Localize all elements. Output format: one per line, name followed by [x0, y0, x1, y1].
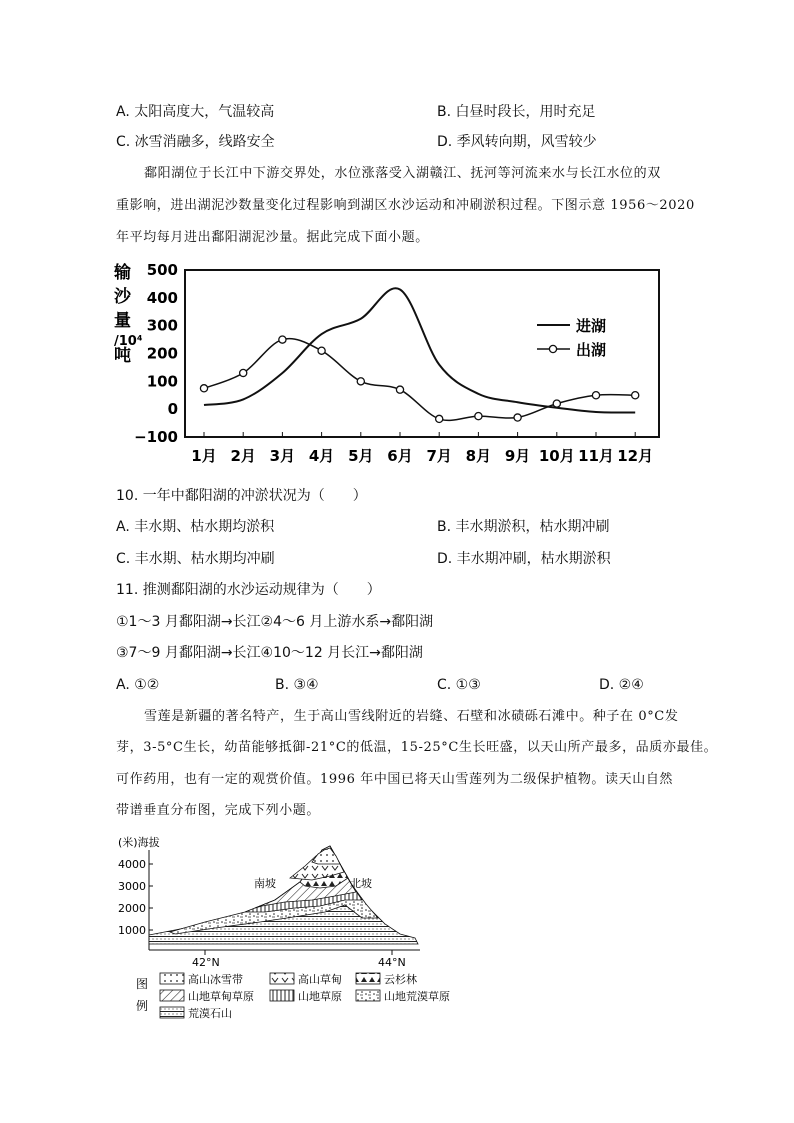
sediment-chart [110, 258, 670, 470]
q10-option-d: D. 丰水期冲刷，枯水期淤积 [437, 551, 611, 567]
legend-swatch-steppe [270, 990, 294, 1001]
q10-option-c: C. 丰水期、枯水期均冲刷 [116, 551, 275, 567]
tianshan-zone-diagram [112, 828, 482, 1023]
y-label-part: 量 [114, 311, 131, 331]
x-tick-label: 5月 [348, 447, 374, 465]
zone-alpine-ice-snow [312, 848, 340, 864]
diagram-ytick-4000: 4000 [118, 858, 146, 871]
y-label-part: 吨 [114, 346, 131, 366]
q11-option-d: D. ②④ [599, 677, 644, 693]
outflow-point [396, 386, 403, 393]
legend-outflow-marker [549, 345, 556, 352]
y-tick-label: 500 [146, 261, 178, 279]
y-label-part: /10⁴ [114, 334, 143, 349]
x-tick-label: 7月 [426, 447, 452, 465]
x-label-42n: 42°N [192, 956, 220, 969]
y-label-part: 输 [114, 263, 131, 283]
diagram-y-axis-label: (米)海拔 [118, 836, 160, 849]
legend-label-steppe: 山地草原 [298, 990, 342, 1003]
south-slope-label: 南坡 [254, 877, 276, 890]
x-tick-label: 3月 [269, 447, 296, 465]
outflow-point [632, 392, 639, 399]
diagram-ytick-3000: 3000 [118, 880, 146, 893]
outflow-point [240, 369, 247, 376]
x-tick-label: 2月 [230, 447, 256, 465]
y-tick-label: 0 [167, 400, 178, 419]
q11-option-a: A. ①② [116, 677, 160, 693]
y-tick-label: −100 [134, 428, 178, 446]
x-label-44n: 44°N [378, 956, 406, 969]
x-tick-label: 10月 [538, 447, 575, 465]
q11-stem: 11. 推测鄱阳湖的水沙运动规律为（ ） [116, 582, 381, 598]
x-tick-label: 12月 [617, 447, 654, 465]
y-label-part: 沙 [114, 287, 131, 307]
y-tick-label: 100 [146, 372, 178, 391]
x-tick-label: 11月 [578, 447, 614, 465]
y-tick-label: 300 [146, 316, 178, 335]
north-slope-label: 北坡 [350, 877, 372, 890]
legend-label-desert-rock: 荒漠石山 [188, 1007, 232, 1020]
passage2-line3: 可作药用，也有一定的观赏价值。1996 年中国已将天山雪莲列为二级保护植物。读天山自然 [116, 772, 674, 787]
passage2-line1: 雪莲是新疆的著名特产，生于高山雪线附近的岩缝、石壁和冰碛砾石滩中。种子在 0°C发 [144, 709, 679, 724]
legend-label-meadow-steppe: 山地草甸草原 [188, 990, 254, 1003]
y-tick-label: 200 [146, 344, 178, 363]
legend-swatch-alpine-meadow [270, 973, 294, 984]
q11-statements-3-4: ③7～9 月鄱阳湖→长江④10～12 月长江→鄱阳湖 [116, 645, 423, 661]
outflow-point [514, 414, 521, 421]
series-inflow-line [204, 288, 635, 412]
outflow-point [553, 400, 560, 407]
outflow-point [436, 415, 443, 422]
chart-legend [537, 317, 606, 359]
legend-inflow-label: 进湖 [576, 317, 607, 335]
outflow-point [357, 378, 364, 385]
x-tick-label: 1月 [191, 447, 217, 465]
legend-label-ice-snow: 高山冰雪带 [188, 973, 243, 986]
outflow-point [200, 385, 207, 392]
x-tick-label: 6月 [387, 447, 413, 465]
legend-swatch-spruce [356, 973, 380, 984]
q11-statements-1-2: ①1～3 月鄱阳湖→长江②4～6 月上游水系→鄱阳湖 [116, 614, 434, 630]
q11-option-c: C. ①③ [437, 677, 481, 693]
legend-outflow-label: 出湖 [576, 341, 607, 359]
legend-title-2: 例 [136, 999, 149, 1013]
legend-label-spruce: 云杉林 [384, 973, 417, 986]
legend-label-desert-steppe: 山地荒漠草原 [384, 990, 450, 1003]
legend-swatch-desert-steppe [356, 990, 380, 1001]
x-tick-label: 9月 [504, 447, 531, 465]
q9-option-b: B. 白昼时段长，用时充足 [437, 104, 596, 120]
series-outflow-line [204, 339, 635, 421]
outflow-point [592, 392, 599, 399]
x-tick-label: 4月 [308, 447, 335, 465]
legend-label-alpine-meadow: 高山草甸 [298, 973, 342, 986]
y-tick-label: 400 [146, 288, 178, 307]
diagram-ytick-2000: 2000 [118, 902, 146, 915]
legend-title-1: 图 [136, 977, 149, 991]
diagram-y-ticks [118, 858, 153, 937]
legend-swatch-ice-snow [160, 973, 184, 984]
chart-y-axis-label [113, 262, 143, 366]
q9-option-d: D. 季风转向期，风雪较少 [437, 134, 597, 150]
q10-stem: 10. 一年中鄱阳湖的冲淤状况为（ ） [116, 488, 367, 504]
q9-option-c: C. 冰雪消融多，线路安全 [116, 134, 275, 150]
passage1-line3: 年平均每月进出鄱阳湖泥沙量。据此完成下面小题。 [116, 230, 429, 245]
passage1-line1: 鄱阳湖位于长江中下游交界处，水位涨落受入湖赣江、抚河等河流来水与长江水位的双 [144, 166, 661, 181]
diagram-ytick-1000: 1000 [118, 924, 146, 937]
passage2-line2: 芽，3-5°C生长，幼苗能够抵御-21°C的低温，15-25°C生长旺盛，以天山所产最多，品质亦最佳。 [116, 740, 718, 755]
outflow-point [475, 413, 482, 420]
outflow-point [318, 347, 325, 354]
legend-swatch-meadow-steppe [160, 990, 184, 1001]
x-tick-label: 8月 [465, 447, 492, 465]
passage1-line2: 重影响，进出湖泥沙数量变化过程影响到湖区水沙运动和冲刷淤积过程。下图示意 1956～2020 [116, 198, 695, 213]
passage2-line4: 带谱垂直分布图，完成下列小题。 [116, 803, 321, 818]
q11-option-b: B. ③④ [275, 677, 319, 693]
q9-option-a: A. 太阳高度大，气温较高 [116, 104, 275, 120]
outflow-point [279, 336, 286, 343]
legend-swatch-desert-rock [160, 1007, 184, 1018]
q10-option-a: A. 丰水期、枯水期均淤积 [116, 519, 275, 535]
q10-option-b: B. 丰水期淤积，枯水期冲刷 [437, 519, 610, 535]
